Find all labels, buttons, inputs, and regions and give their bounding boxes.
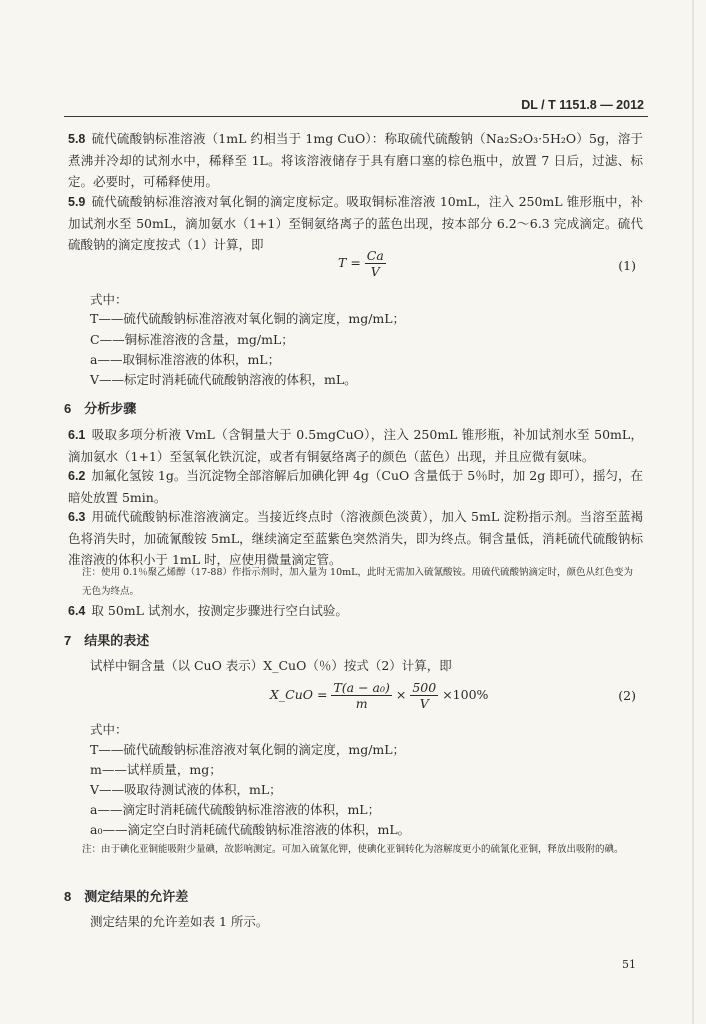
result-intro: 试样中铜含量（以 CuO 表示）X_CuO（％）按式（2）计算，即 bbox=[90, 658, 452, 673]
equation-1 bbox=[338, 248, 386, 279]
section-heading-8 bbox=[64, 886, 188, 905]
allowable-difference-text: 测定结果的允许差如表 1 所示。 bbox=[90, 914, 269, 929]
definition-line: T——硫代硫酸钠标准溶液对氧化铜的滴定度，mg/mL； bbox=[90, 311, 406, 326]
page-number: 51 bbox=[622, 958, 636, 971]
clause-number: 6.3 bbox=[68, 510, 86, 524]
eq-lhs: X_CuO bbox=[270, 687, 314, 702]
definition-line: T——硫代硫酸钠标准溶液对氧化铜的滴定度，mg/mL； bbox=[90, 742, 406, 757]
clause-number: 6.4 bbox=[68, 604, 86, 618]
clause-number: 5.8 bbox=[68, 132, 86, 146]
clause-text: 用硫代硫酸钠标准溶液滴定。当接近终点时（溶液颜色淡黄），加入 5mL 淀粉指示剂。当溶至蓝褐色将消失时，加硫氰酸铵 5mL，继续滴定至蓝紫色突然消失，即为终点。铜含量低，消耗硫代硫酸钠标准溶液的体积小于 1mL 时，应使用微量滴定管。 bbox=[68, 509, 643, 567]
clause-text: 硫代硫酸钠标准溶液（1mL 约相当于 1mg CuO）：称取硫代硫酸钠（Na₂S₂O₃·5H₂O）5g，溶于煮沸并冷却的试剂水中，稀释至 1L。将该溶液储存于具有磨口塞的棕色瓶中，放置 7 日后，过滤、标定。必要时，可稀释使用。 bbox=[68, 131, 643, 189]
equation-2 bbox=[270, 680, 488, 711]
clause-text: 硫代硫酸钠标准溶液对氧化铜的滴定度标定。吸取铜标准溶液 10mL，注入 250mL 锥形瓶中，补加试剂水至 50mL，滴加氨水（1+1）至铜氨络离子的蓝色出现，按本部分 6.2～6.3 完成滴定。硫代硫酸钠的滴定度按式（1）计算，即 bbox=[68, 194, 643, 252]
clause-6-4 bbox=[68, 600, 643, 622]
definition-line: a₀——滴定空白时消耗硫代硫酸钠标准溶液的体积，mL。 bbox=[90, 822, 411, 837]
definition-line: V——吸取待测试液的体积，mL； bbox=[90, 782, 282, 797]
section-title: 测定结果的允许差 bbox=[84, 889, 189, 904]
eq-fraction bbox=[365, 248, 386, 279]
clause-6-3 bbox=[68, 506, 643, 570]
clause-text: 加氟化氢铵 1g。当沉淀物全部溶解后加碘化钾 4g（CuO 含量低于 5％时，加 2g 即可），摇匀，在暗处放置 5min。 bbox=[68, 468, 643, 505]
eq-lhs: T bbox=[338, 255, 347, 270]
clause-5-8 bbox=[68, 128, 643, 192]
definition-line: V——标定时消耗硫代硫酸钠溶液的体积，mL。 bbox=[90, 372, 357, 387]
where-label: 式中： bbox=[90, 292, 128, 307]
section-number: 6 bbox=[64, 401, 72, 416]
clause-5-9 bbox=[68, 191, 643, 255]
eq-numerator: T(a − a₀) bbox=[333, 680, 390, 695]
eq-denominator: V bbox=[370, 264, 380, 279]
eq-equals: = bbox=[317, 687, 328, 702]
eq-denominator: V bbox=[419, 696, 429, 711]
note-2: 注：由于碘化亚铜能吸附少量碘，故影响测定。可加入硫氰化钾，使碘化亚铜转化为溶解度更小的硫氰化亚铜，释放出吸附的碘。 bbox=[82, 844, 624, 855]
scan-edge bbox=[692, 0, 694, 1024]
definition-line: m——试样质量，mg； bbox=[90, 762, 222, 777]
where-label: 式中： bbox=[90, 722, 128, 737]
clause-6-1 bbox=[68, 424, 643, 467]
section-number: 7 bbox=[64, 633, 72, 648]
section-heading-6 bbox=[64, 398, 136, 417]
clause-number: 5.9 bbox=[68, 195, 86, 209]
eq-times: × bbox=[395, 687, 407, 702]
equation-number: (2) bbox=[618, 688, 636, 703]
clause-6-2 bbox=[68, 465, 643, 508]
definition-line: a——取铜标准溶液的体积，mL； bbox=[90, 352, 281, 367]
header-rule bbox=[64, 116, 648, 117]
section-title: 结果的表述 bbox=[84, 633, 150, 648]
equation-number: (1) bbox=[618, 258, 636, 273]
clause-number: 6.2 bbox=[68, 469, 86, 483]
eq-fraction-2 bbox=[410, 680, 438, 711]
eq-fraction-1 bbox=[331, 680, 391, 711]
eq-numerator: Ca bbox=[366, 248, 384, 263]
clause-text: 取 50mL 试剂水，按测定步骤进行空白试验。 bbox=[91, 603, 348, 618]
section-number: 8 bbox=[64, 889, 72, 904]
clause-number: 6.1 bbox=[68, 428, 86, 442]
eq-denominator: m bbox=[355, 696, 368, 711]
clause-text: 吸取多项分析液 VmL（含铜量大于 0.5mgCuO），注入 250mL 锥形瓶，补加试剂水至 50mL，滴加氨水（1+1）至氢氧化铁沉淀，或者有铜氨络离子的颜色（蓝色）出现，并且应微有氨味。 bbox=[68, 427, 643, 464]
definition-line: a——滴定时消耗硫代硫酸钠标准溶液的体积，mL； bbox=[90, 802, 381, 817]
eq-tail: ×100% bbox=[442, 687, 489, 702]
doc-code-header: DL / T 1151.8 — 2012 bbox=[521, 98, 644, 112]
definition-line: C——铜标准溶液的含量，mg/mL； bbox=[90, 332, 294, 347]
eq-numerator: 500 bbox=[412, 680, 437, 695]
section-title: 分析步骤 bbox=[84, 401, 137, 416]
note-1: 注：使用 0.1％聚乙烯醇（17-88）作指示剂时，加入量为 10mL，此时无需加入硫氰酸铵。用硫代硫酸钠滴定时，颜色从红色变为无色为终点。 bbox=[82, 567, 633, 597]
eq-equals: = bbox=[350, 255, 361, 270]
section-heading-7 bbox=[64, 630, 149, 649]
